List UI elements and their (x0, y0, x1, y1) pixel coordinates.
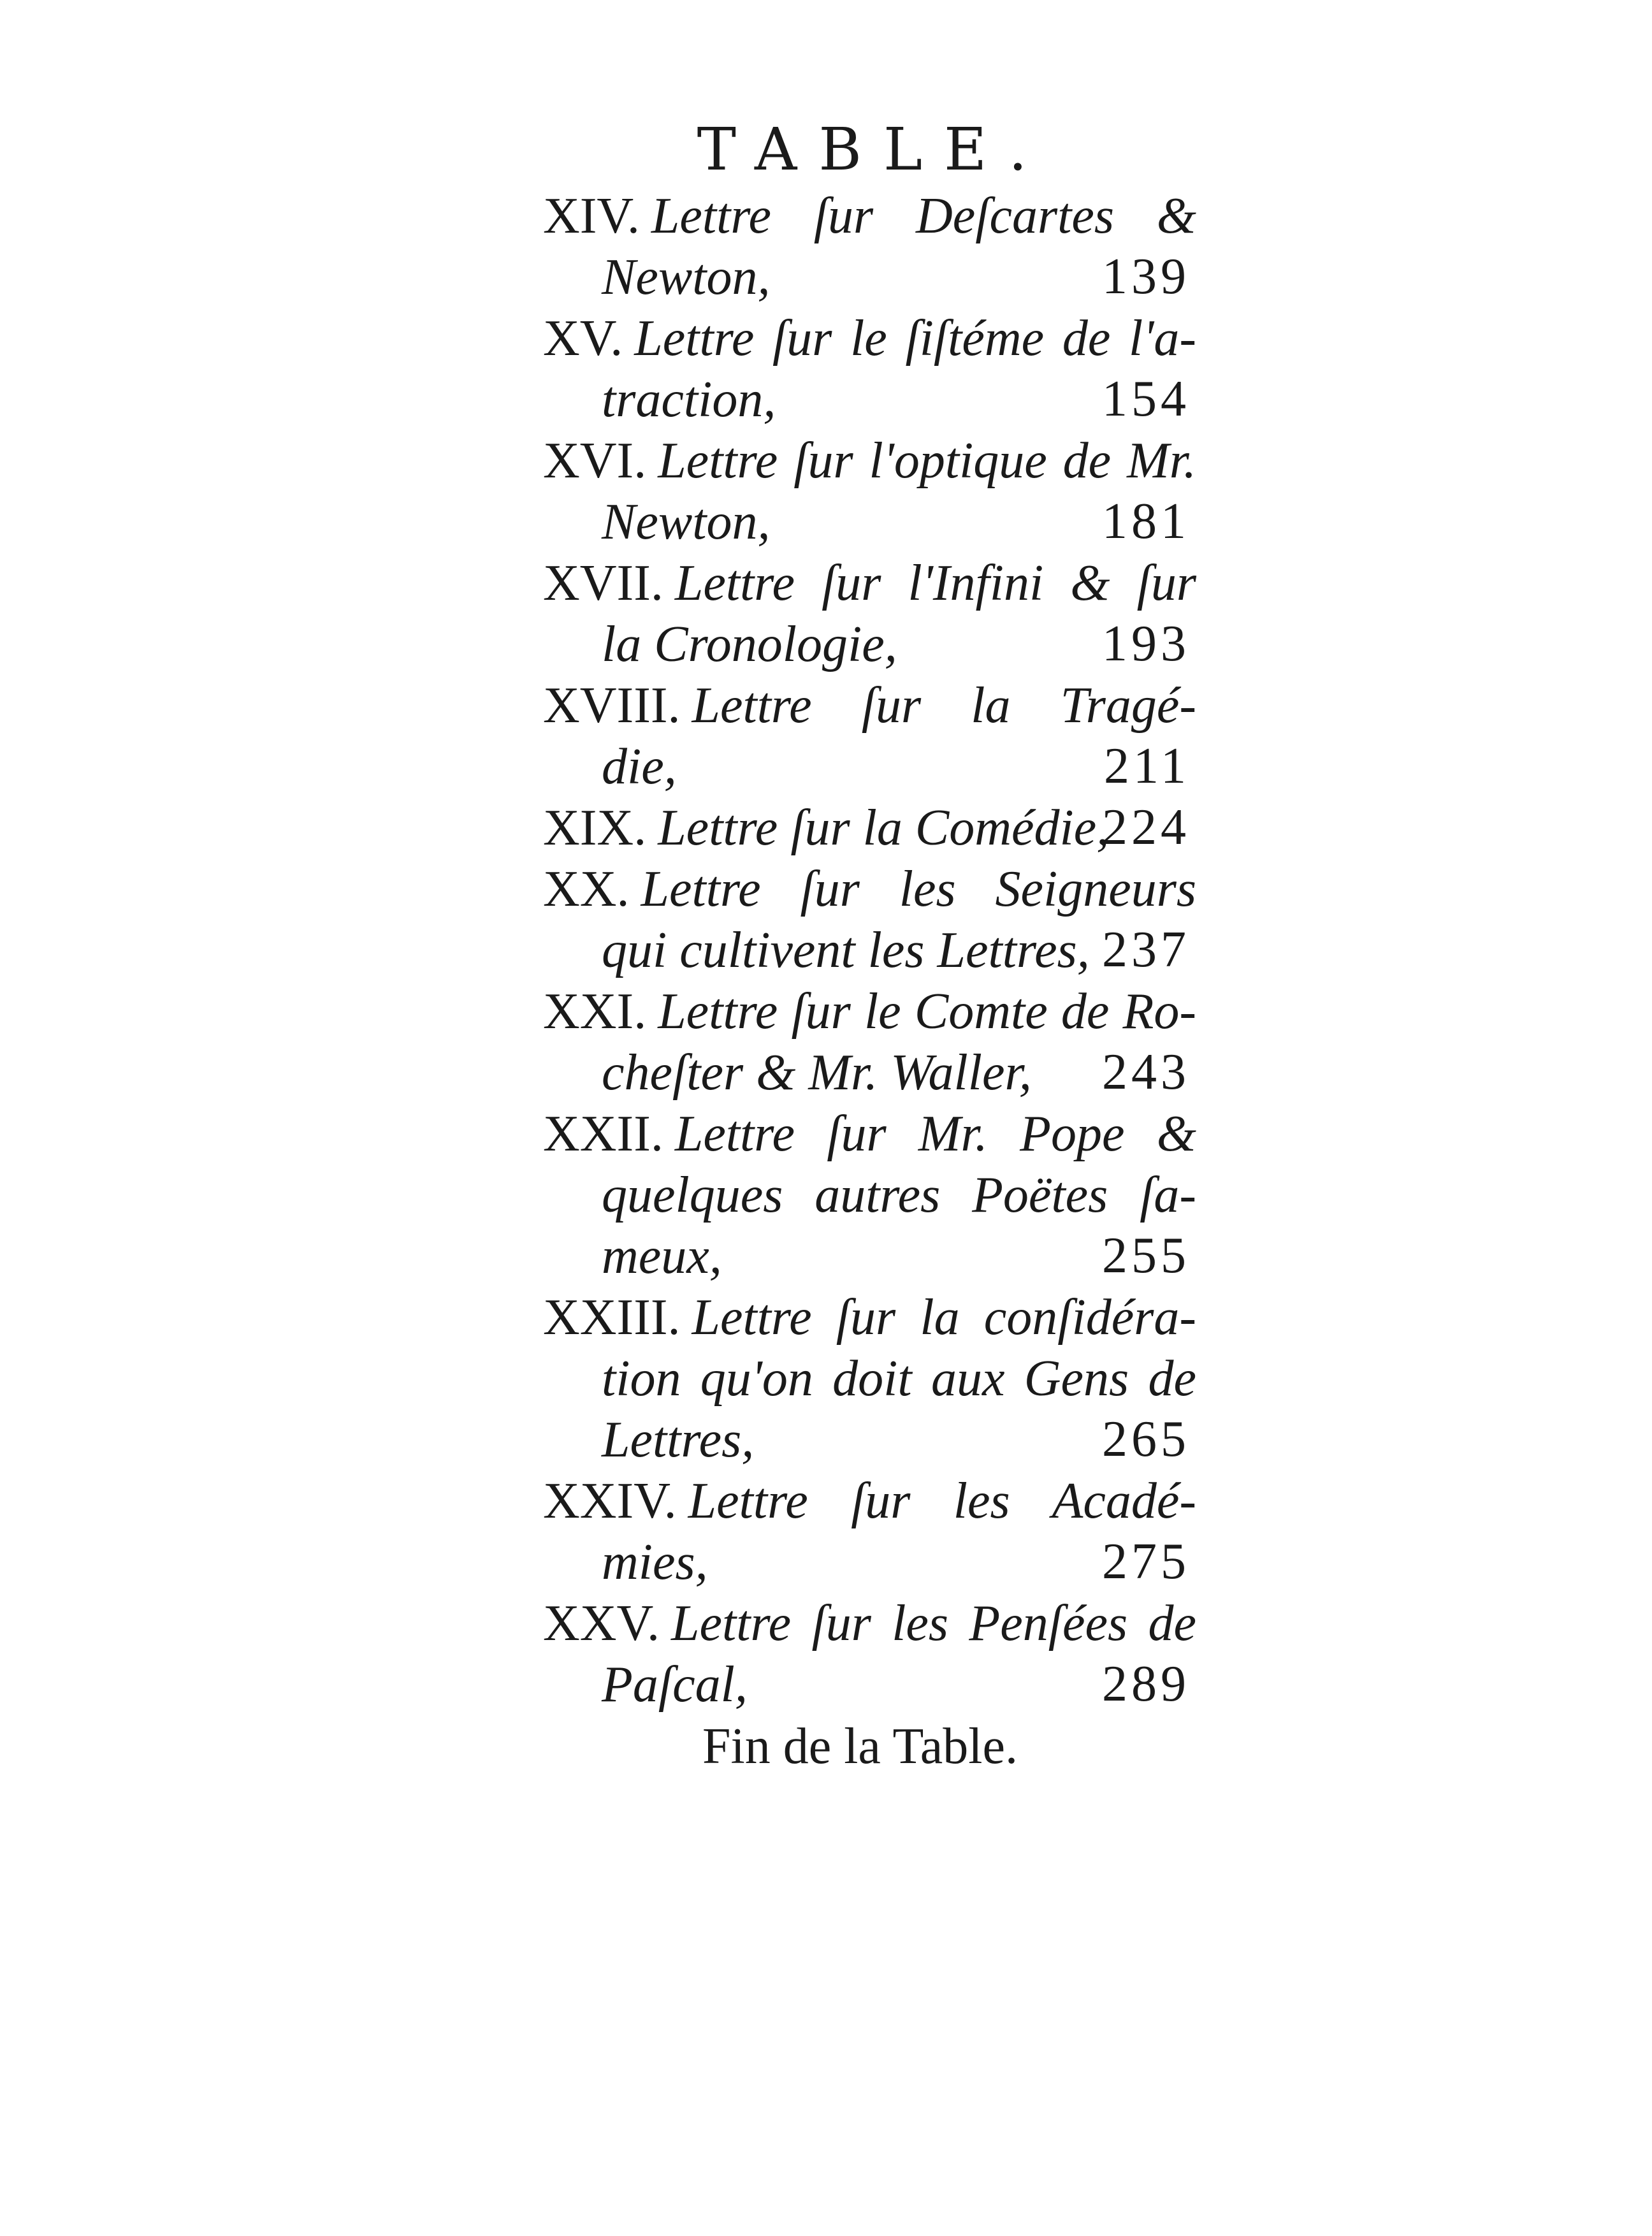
entry-title: Lettre ſur Mr. Pope & (674, 1106, 1196, 1162)
entry-title-continued: traction, (602, 372, 776, 428)
entry-number: XXIV. (543, 1473, 677, 1529)
table-of-contents (543, 115, 1196, 1778)
entry-title: Lettre ſur les Seigneurs (641, 861, 1196, 917)
page-number: 289 (1102, 1656, 1190, 1712)
entry-title-continued: qui cultivent les Lettres, (602, 922, 1090, 978)
page-number: 255 (1102, 1228, 1190, 1284)
page-number: 181 (1102, 493, 1190, 549)
entry-number: XXIII. (543, 1289, 681, 1346)
entry-number: XVII. (543, 555, 663, 611)
toc-entry (543, 307, 1196, 430)
toc-entry (543, 980, 1196, 1103)
page-number: 139 (1102, 249, 1190, 305)
entry-title: Lettre ſur le Comte de Ro- (658, 984, 1196, 1040)
table-end-note: Fin de la Table. (702, 1718, 1018, 1775)
entry-title: Lettre ſur Deſcartes & (651, 188, 1196, 244)
toc-entry (543, 1592, 1196, 1715)
entry-number: XX. (543, 861, 630, 917)
entry-number: XV. (543, 310, 623, 367)
entry-title: Lettre ſur les Penſées de (671, 1595, 1196, 1652)
entry-title: Lettre ſur la Tragé- (692, 678, 1196, 734)
toc-entry (543, 1103, 1196, 1286)
entry-title-continued: die, (602, 739, 677, 795)
entry-title-continued: mies, (602, 1534, 708, 1590)
entry-title-continued: tion qu'on doit aux Gens de (602, 1351, 1196, 1407)
entry-title-continued: Newton, (602, 494, 771, 550)
entry-number: XIV. (543, 188, 640, 244)
entry-number: XXI. (543, 984, 647, 1040)
entry-number: XVIII. (543, 678, 681, 734)
entry-title-continued: la Cronologie, (602, 616, 897, 672)
page-number: 265 (1102, 1411, 1190, 1467)
entry-number: XXII. (543, 1106, 663, 1162)
toc-entry (543, 552, 1196, 674)
entry-title-continued: cheſter & Mr. Waller, (602, 1045, 1032, 1101)
toc-entry (543, 430, 1196, 552)
page-title: TABLE. (697, 115, 1049, 184)
page-number: 237 (1102, 922, 1190, 978)
entry-title: Lettre ſur l'optique de Mr. (658, 433, 1196, 489)
entry-title: Lettre ſur l'Infini & ſur (674, 555, 1196, 611)
entry-number: XXV. (543, 1595, 660, 1652)
entry-title: Lettre ſur la Comédie, (658, 800, 1110, 856)
entry-number: XIX. (543, 800, 647, 856)
toc-entry (543, 797, 1196, 858)
entry-number: XVI. (543, 433, 647, 489)
toc-entry (543, 674, 1196, 797)
entry-title: Lettre ſur les Acadé- (688, 1473, 1196, 1529)
entry-title-continued: quelques autres Poëtes ſa- (602, 1167, 1196, 1223)
entry-title: Lettre ſur le ſiſtéme de l'a- (634, 310, 1196, 367)
toc-entry (543, 1286, 1196, 1470)
page-number: 193 (1102, 616, 1190, 672)
page-number: 275 (1102, 1534, 1190, 1590)
entry-title-continued: Lettres, (602, 1412, 755, 1468)
page-number: 224 (1102, 799, 1190, 855)
entry-title-continued: Newton, (602, 249, 771, 305)
entry-title: Lettre ſur la conſidéra- (692, 1289, 1196, 1346)
page-number: 243 (1102, 1044, 1190, 1100)
page-number: 211 (1103, 738, 1190, 794)
page-number: 154 (1102, 371, 1190, 427)
entry-title-continued: meux, (602, 1228, 722, 1284)
toc-entry (543, 185, 1196, 307)
toc-entry (543, 858, 1196, 980)
toc-entry (543, 1470, 1196, 1592)
entry-title-continued: Paſcal, (602, 1657, 748, 1713)
